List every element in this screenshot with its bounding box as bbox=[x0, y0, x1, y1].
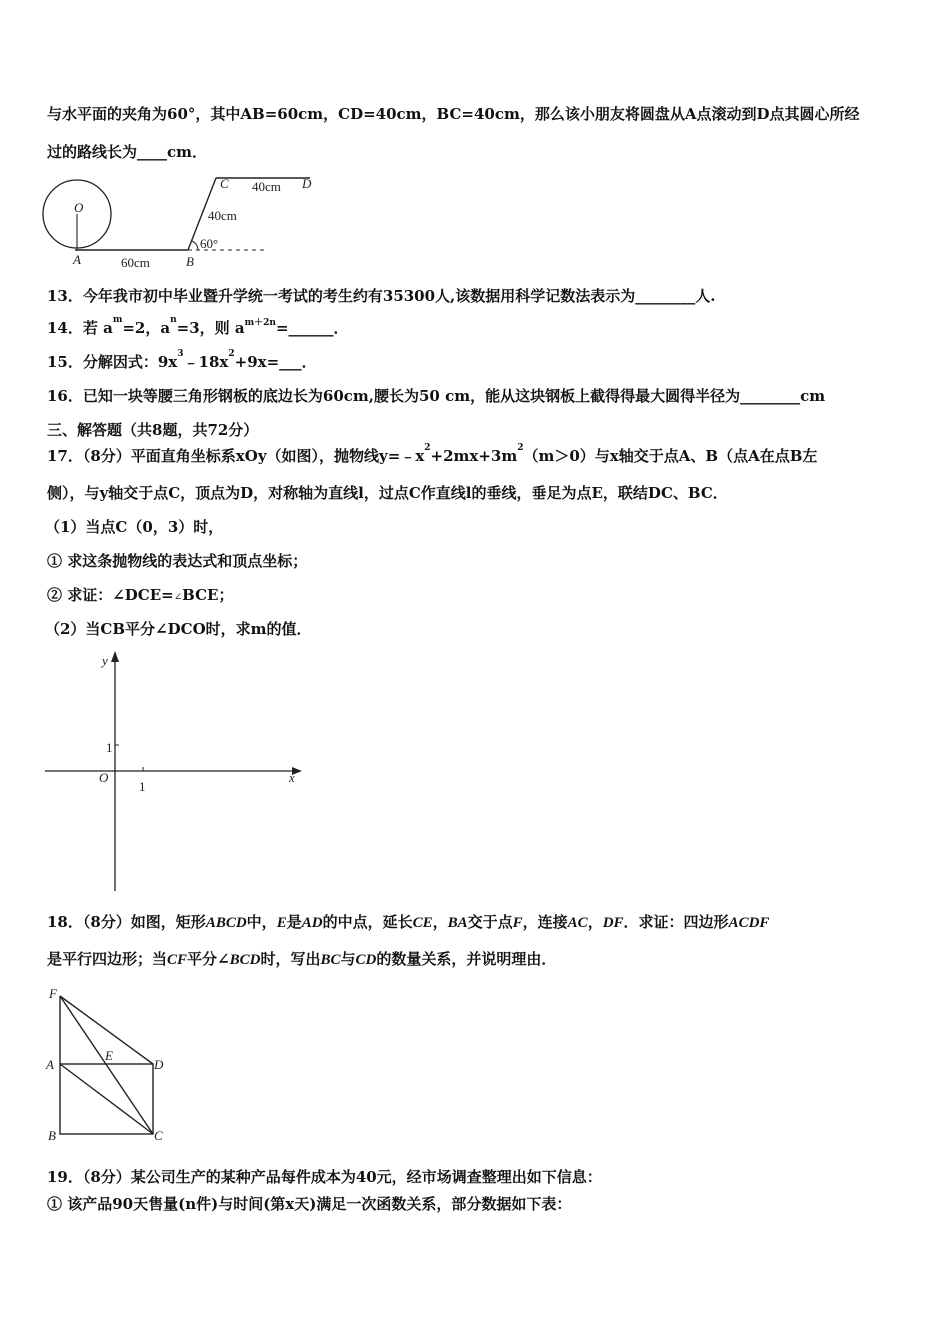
q18-e: E bbox=[276, 915, 287, 931]
label-e: E bbox=[105, 1048, 113, 1063]
label-x-one: 1 bbox=[139, 779, 146, 794]
q15-pre: 15．分解因式：9x bbox=[47, 353, 178, 371]
q14-mid1: =2，a bbox=[122, 319, 171, 337]
q17-line-1 bbox=[47, 445, 817, 466]
label-f: F bbox=[49, 986, 57, 1001]
q18-cd: CD bbox=[355, 952, 377, 968]
label-origin: O bbox=[99, 770, 109, 785]
q18-line-2 bbox=[47, 948, 556, 969]
q17-sq-2: 2 bbox=[517, 443, 524, 453]
q17-line-2: 侧），与y轴交于点C，顶点为D，对称轴为直线l，过点C作直线l的垂线，垂足为点E，联结DC、BC． bbox=[47, 484, 728, 502]
q17-part-1: （1）当点C（0，3）时， bbox=[45, 518, 224, 536]
q14-post: =______． bbox=[275, 319, 349, 337]
label-cd-length: 40cm bbox=[252, 179, 281, 194]
q18-rectangle-figure bbox=[40, 984, 180, 1144]
label-y-one: 1 bbox=[106, 740, 113, 755]
q17-coordinate-figure bbox=[40, 648, 310, 898]
q14-exp-m: m bbox=[112, 315, 123, 325]
y-axis-arrow bbox=[111, 651, 119, 662]
q15-post: +9x=___． bbox=[234, 353, 317, 371]
label-b: B bbox=[48, 1128, 56, 1143]
label-a: A bbox=[46, 1057, 54, 1072]
q18-bc: BC bbox=[320, 952, 341, 968]
q18-abcd: ABCD bbox=[205, 915, 247, 931]
angle-arc bbox=[192, 241, 198, 250]
q17-line-1c: （m＞0）与x轴交于点A、B（点A在点B左 bbox=[523, 447, 818, 465]
label-a: A bbox=[73, 252, 81, 267]
q17-part-1b-pre: ② 求证：∠DCE= bbox=[47, 586, 174, 604]
q17-sq-1: 2 bbox=[424, 443, 431, 453]
q13-text: 13．今年我市初中毕业暨升学统一考试的考生约有35300人,该数据用科学记数法表示为________人. bbox=[47, 287, 716, 305]
q18-t5: ， bbox=[432, 913, 448, 931]
label-c: C bbox=[220, 176, 229, 191]
q18-t6: 交于点 bbox=[467, 913, 513, 931]
q17-part-1b-post: BCE； bbox=[182, 586, 234, 604]
segment-ac bbox=[60, 1064, 153, 1134]
q19-line-1: 19．（8分）某公司生产的某种产品每件成本为40元，经市场调查整理出如下信息： bbox=[47, 1168, 602, 1186]
label-y: y bbox=[102, 653, 108, 668]
q14-exp-m2n: m＋2n bbox=[244, 318, 276, 328]
q15-exp-3: 3 bbox=[177, 349, 184, 359]
q17-line-1a: 17．（8分）平面直角坐标系xOy（如图），抛物线y=﹣x bbox=[47, 447, 425, 465]
q14-text bbox=[47, 317, 349, 338]
q14-exp-n: n bbox=[170, 315, 177, 325]
q18-ad: AD bbox=[301, 915, 323, 931]
q18-t1: 18．（8分）如图，矩形 bbox=[47, 913, 206, 931]
q18-ba: BA bbox=[447, 915, 468, 931]
q15-text bbox=[47, 351, 317, 372]
label-b: B bbox=[186, 254, 194, 269]
label-d: D bbox=[302, 176, 312, 191]
q18-t3: 是 bbox=[286, 913, 302, 931]
q18-line-1 bbox=[47, 911, 769, 932]
q14-mid2: =3，则 a bbox=[176, 319, 245, 337]
q18-bcd: BCD bbox=[229, 952, 261, 968]
q18-t9: ．求证：四边形 bbox=[623, 913, 729, 931]
q18-acdf: ACDF bbox=[728, 915, 770, 931]
q17-part-2: （2）当CB平分∠DCO时，求m的值． bbox=[45, 620, 312, 638]
q16-text: 16．已知一块等腰三角形钢板的底边长为60cm,腰长为50 cm，能从这块钢板上截得得最大圆得半径为________cm bbox=[47, 387, 826, 405]
q18-u3: 时，写出 bbox=[260, 950, 321, 968]
q19-line-2: ① 该产品90天售量(n件)与时间(第x天)满足一次函数关系，部分数据如下表： bbox=[47, 1195, 572, 1213]
segment-fc bbox=[60, 996, 153, 1134]
q14-pre: 14．若 a bbox=[47, 319, 113, 337]
q12-line-2: 过的路线长为____cm． bbox=[47, 143, 208, 161]
q17-part-1b bbox=[47, 584, 233, 605]
q18-ce: CE bbox=[412, 915, 433, 931]
q15-exp-2: 2 bbox=[228, 349, 235, 359]
label-bc-length: 40cm bbox=[208, 208, 237, 223]
q18-u2: 平分∠ bbox=[187, 950, 230, 968]
q18-t2: 中， bbox=[246, 913, 277, 931]
q18-t7: ，连接 bbox=[522, 913, 568, 931]
q18-t4: 的中点，延长 bbox=[322, 913, 413, 931]
q18-cf: CF bbox=[167, 952, 188, 968]
q18-u4: 与 bbox=[340, 950, 356, 968]
q15-mid: ﹣18x bbox=[183, 353, 229, 371]
q18-df: DF bbox=[602, 915, 624, 931]
label-d: D bbox=[154, 1057, 164, 1072]
q17-line-1b: +2mx+3m bbox=[430, 447, 518, 465]
label-c: C bbox=[154, 1128, 163, 1143]
label-angle: 60° bbox=[200, 236, 219, 251]
q18-u1: 是平行四边形；当 bbox=[47, 950, 168, 968]
q18-t8: ， bbox=[587, 913, 603, 931]
label-o: O bbox=[74, 200, 84, 215]
q12-figure bbox=[40, 172, 330, 272]
q18-ac: AC bbox=[567, 915, 588, 931]
q17-part-1a: ① 求这条抛物线的表达式和顶点坐标； bbox=[47, 552, 308, 570]
label-x: x bbox=[289, 770, 295, 785]
section-3-heading: 三、解答题（共8题，共72分） bbox=[47, 421, 259, 439]
label-ab-length: 60cm bbox=[121, 255, 150, 270]
q18-u5: 的数量关系，并说明理由． bbox=[376, 950, 557, 968]
q12-line-1: 与水平面的夹角为60°，其中AB=60cm，CD=40cm，BC=40cm，那么该小朋友将圆盘从A点滚动到D点其圆心所经 bbox=[47, 105, 860, 123]
angle-symbol-small: ∠ bbox=[173, 592, 183, 603]
q18-f: F bbox=[512, 915, 523, 931]
